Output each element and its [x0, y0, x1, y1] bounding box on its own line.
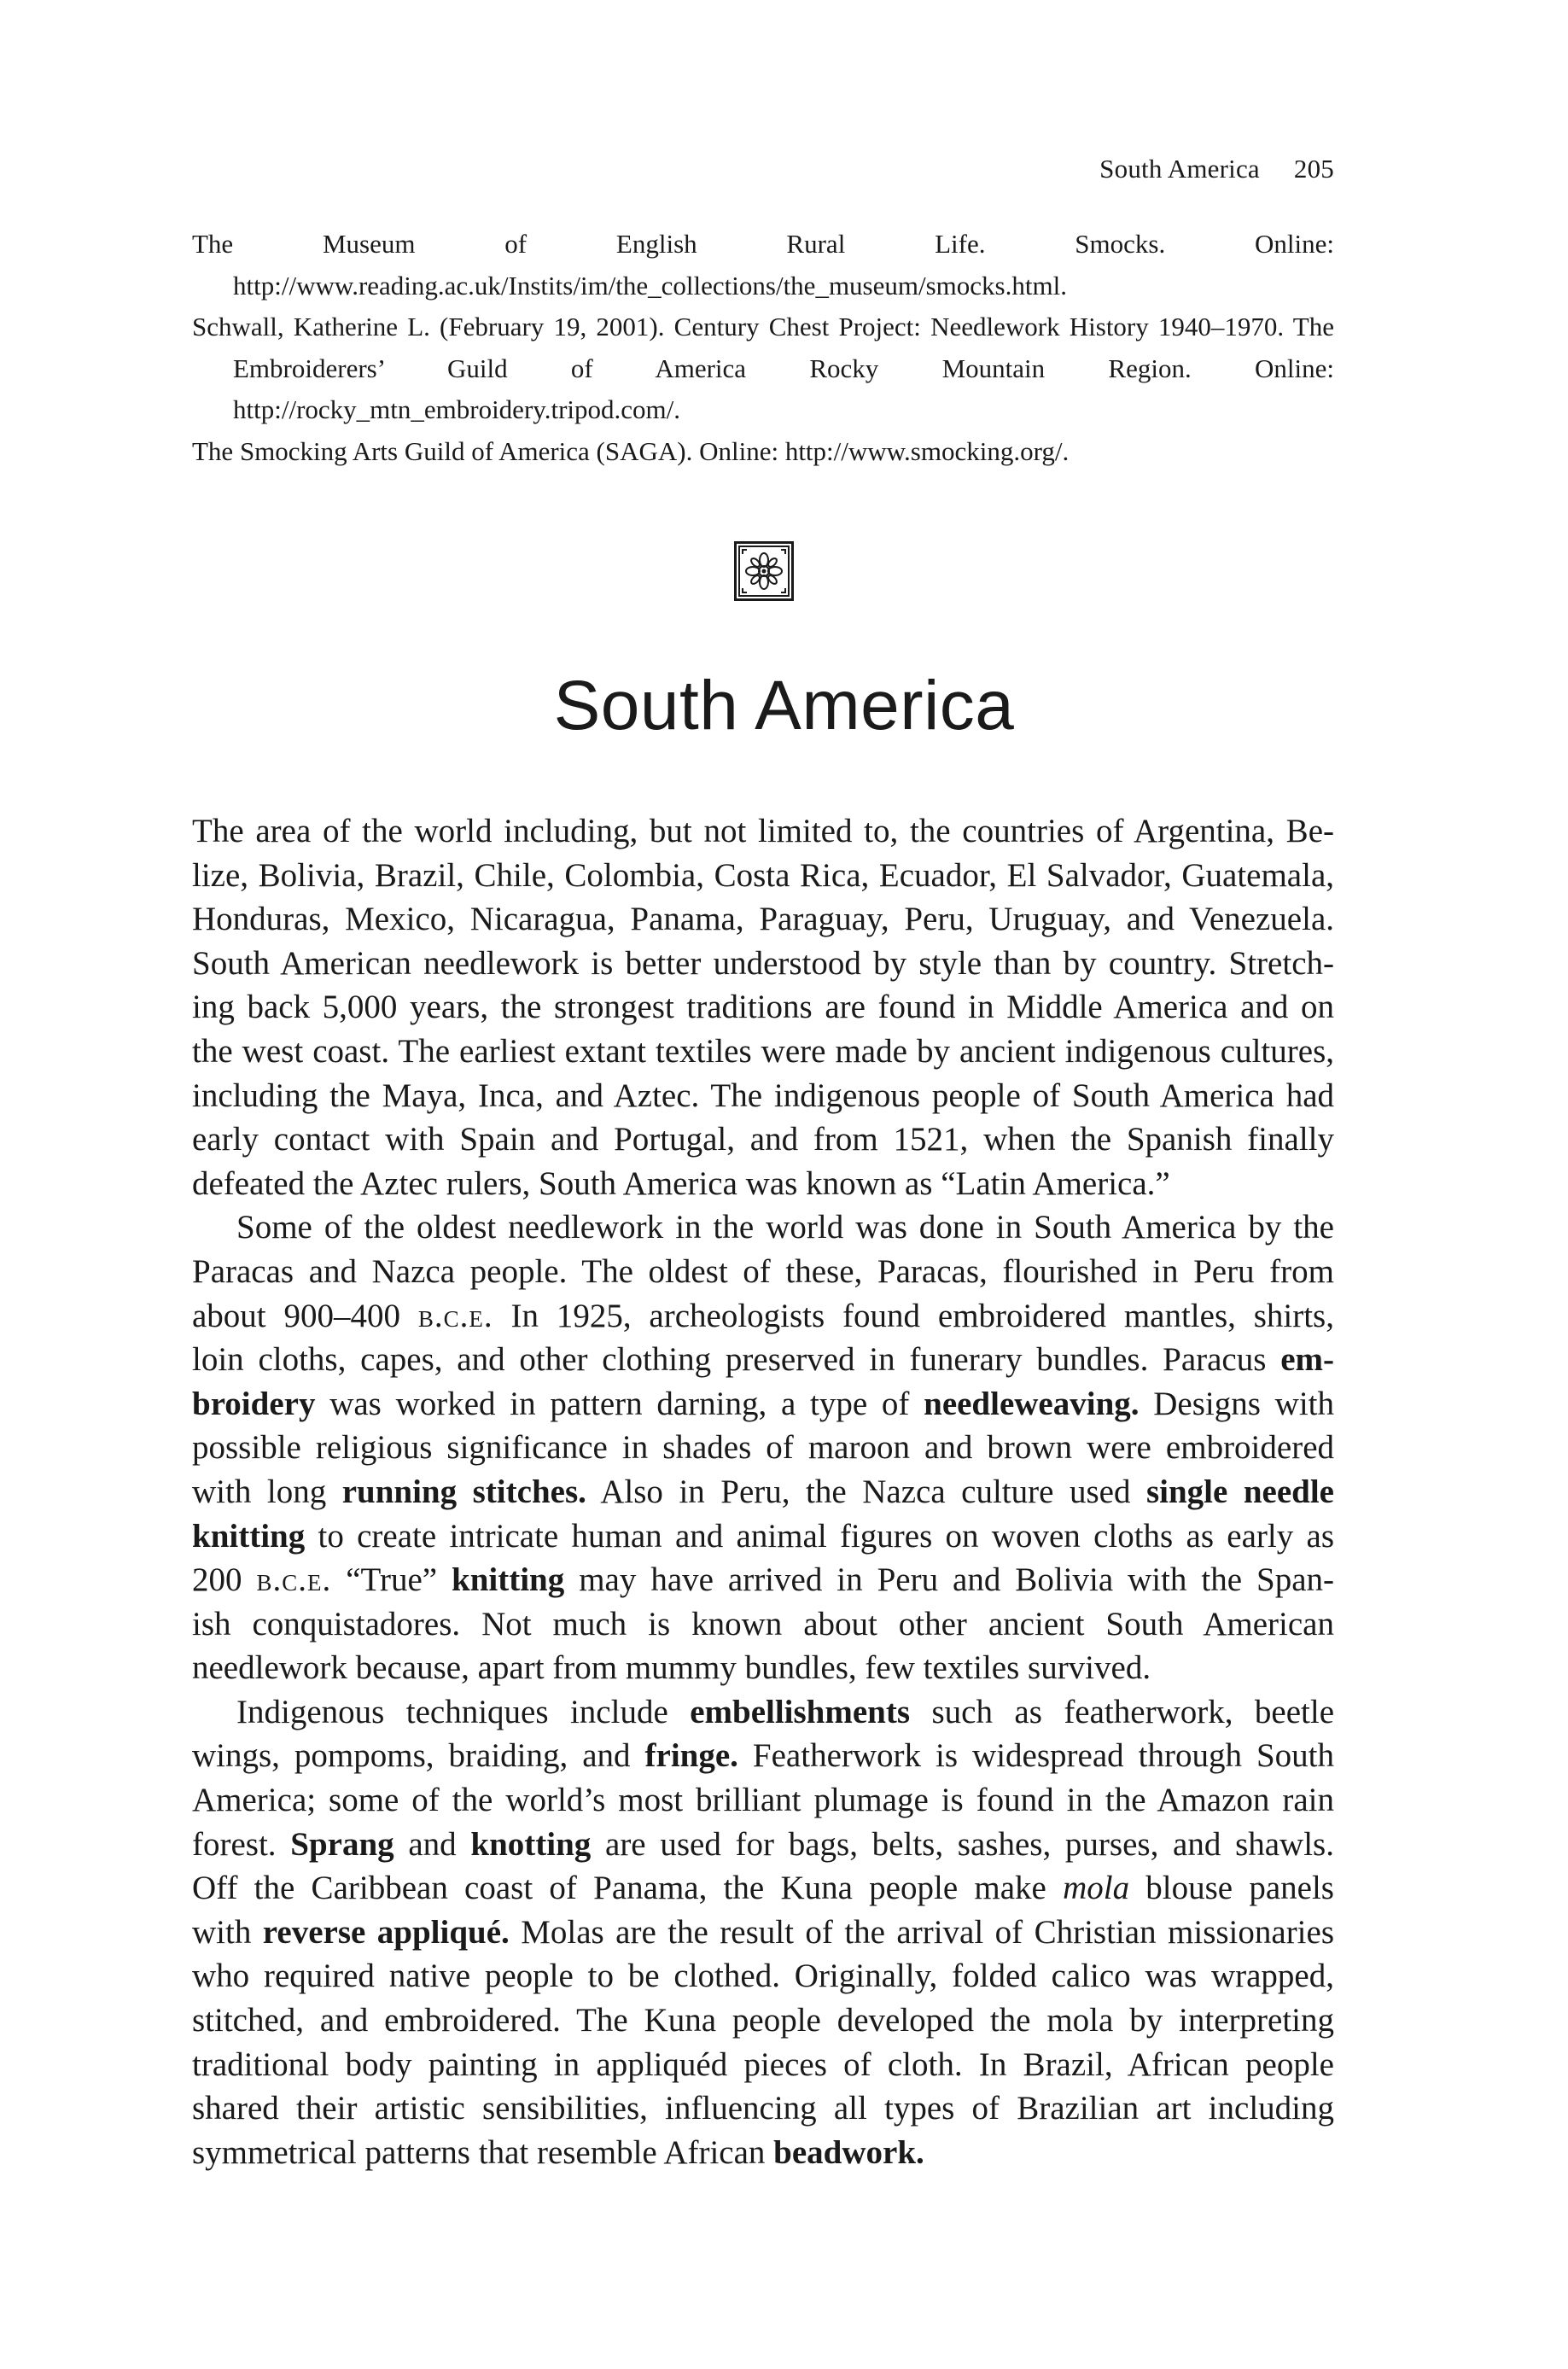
reference-entry: Schwall, Katherine L. (February 19, 2001). Century Chest Project: Needlework History 1940–1970. The Embroiderers’ Guild of America Rocky Mountain Region. Online: http://rocky_mtn_embroidery.tripod.com/.	[192, 312, 1334, 424]
text-line: forest. Sprang and knotting are used for bags, belts, sashes, purses, and shawls.	[192, 1825, 1334, 1863]
references-list	[192, 224, 1334, 472]
reference-entry: The Smocking Arts Guild of America (SAGA). Online: http://www.smocking.org/.	[192, 435, 1070, 466]
text-line: traditional body painting in appliquéd pieces of cloth. In Brazil, African people	[192, 2045, 1334, 2083]
glossary-term-reverse-applique: reverse appliqué.	[262, 1913, 510, 1951]
text-line: shared their artistic sensibilities, influencing all types of Brazilian art including	[192, 2090, 1334, 2127]
text-line: with long running stitches. Also in Peru, the Nazca culture used single needle	[192, 1473, 1334, 1510]
text-line: who required native people to be clothed. Originally, folded calico was wrapped,	[192, 1958, 1334, 1995]
text-line: wings, pompoms, braiding, and fringe. Featherwork is widespread through South	[192, 1737, 1334, 1775]
running-head-section: South America	[1099, 154, 1260, 184]
text-line: Indigenous techniques include embellishments such as featherwork, beetle	[236, 1693, 1334, 1730]
glossary-term-embroidery: broidery	[192, 1385, 316, 1422]
glossary-term-needleweaving: needleweaving.	[924, 1385, 1140, 1422]
reference-entry: The Museum of English Rural Life. Smocks. Online: http://www.reading.ac.uk/Instits/im/the_collections/the_museum/smocks.html.	[192, 229, 1334, 301]
text-line: early contact with Spain and Portugal, and from 1521, when the Spanish finally	[192, 1121, 1334, 1158]
era-abbreviation: b.c.e.	[256, 1561, 332, 1599]
text-line: broidery was worked in pattern darning, a type of needleweaving. Designs with	[192, 1385, 1334, 1422]
text-line: America; some of the world’s most brilliant plumage is found in the Amazon rain	[192, 1782, 1334, 1819]
glossary-term-embroidery: em-	[1280, 1341, 1334, 1379]
glossary-term-embellishments: embellishments	[690, 1693, 911, 1730]
text-line: with reverse appliqué. Molas are the result of the arrival of Christian missionaries	[192, 1913, 1335, 1951]
chapter-title: South America	[553, 667, 1015, 744]
text-line: Honduras, Mexico, Nicaragua, Panama, Paraguay, Peru, Uruguay, and Venezuela.	[192, 901, 1334, 938]
italic-term-mola: mola	[1063, 1870, 1130, 1907]
section-ornament-icon	[734, 541, 794, 601]
page-number: 205	[1293, 154, 1334, 184]
glossary-term-sprang: Sprang	[290, 1825, 394, 1863]
text-line: ing back 5,000 years, the strongest traditions are found in Middle America and on	[192, 989, 1334, 1026]
glossary-term-single-needle-knitting: single needle	[1145, 1473, 1334, 1510]
glossary-term-knitting: knitting	[452, 1561, 565, 1599]
text-line: The area of the world including, but not limited to, the countries of Argentina, Be-	[192, 813, 1334, 849]
text-line: Off the Caribbean coast of Panama, the Kuna people make mola blouse panels	[192, 1870, 1334, 1907]
text-line: loin cloths, capes, and other clothing preserved in funerary bundles. Paracus em-	[192, 1341, 1334, 1379]
glossary-term-single-needle-knitting: knitting	[192, 1517, 306, 1555]
text-line: lize, Bolivia, Brazil, Chile, Colombia, Costa Rica, Ecuador, El Salvador, Guatemala,	[192, 856, 1334, 894]
text-line: stitched, and embroidered. The Kuna people developed the mola by interpreting	[192, 2002, 1334, 2039]
body-text	[192, 809, 1334, 2174]
text-line: the west coast. The earliest extant textiles were made by ancient indigenous cultures,	[192, 1032, 1334, 1070]
text-line: Some of the oldest needlework in the world was done in South America by the	[236, 1209, 1334, 1246]
text-line: Paracas and Nazca people. The oldest of these, Paracas, flourished in Peru from	[192, 1252, 1334, 1290]
glossary-term-fringe: fringe.	[644, 1737, 738, 1775]
text-line: symmetrical patterns that resemble African beadwork.	[192, 2133, 924, 2171]
text-line: about 900–400 b.c.e. In 1925, archeologists found embroidered mantles, shirts,	[192, 1297, 1334, 1334]
glossary-term-running-stitches: running stitches.	[341, 1473, 586, 1510]
text-line: 200 b.c.e. “True” knitting may have arrived in Peru and Bolivia with the Span-	[192, 1561, 1334, 1599]
glossary-term-knotting: knotting	[470, 1825, 592, 1863]
era-abbreviation: b.c.e.	[417, 1297, 493, 1334]
text-line: ish conquistadores. Not much is known about other ancient South American	[192, 1605, 1334, 1643]
text-line: South American needlework is better understood by style than by country. Stretch-	[192, 944, 1334, 982]
glossary-term-beadwork: beadwork.	[773, 2133, 924, 2171]
running-head	[192, 154, 1334, 184]
text-line: possible religious significance in shades of maroon and brown were embroidered	[192, 1429, 1334, 1467]
text-line: knitting to create intricate human and animal figures on woven cloths as early as	[192, 1517, 1334, 1555]
text-line: defeated the Aztec rulers, South America was known as “Latin America.”	[192, 1164, 1170, 1202]
text-line: needlework because, apart from mummy bundles, few textiles survived.	[192, 1649, 1151, 1687]
text-line: including the Maya, Inca, and Aztec. The indigenous people of South America had	[192, 1077, 1334, 1114]
